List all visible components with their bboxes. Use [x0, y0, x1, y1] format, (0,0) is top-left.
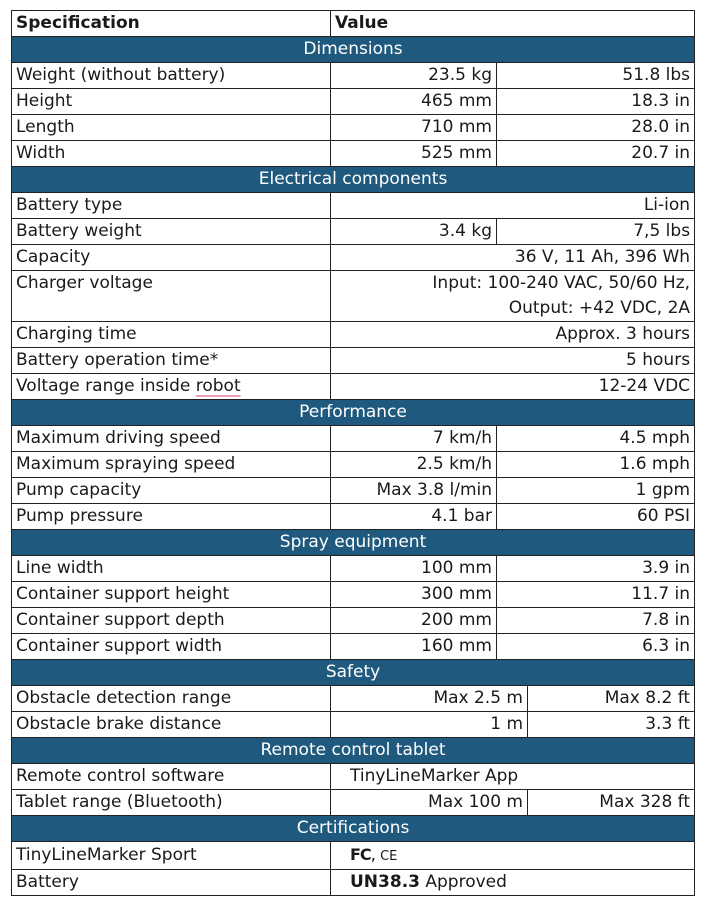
- row-label: Length: [12, 115, 331, 141]
- table-row: [12, 141, 695, 167]
- row-imperial-value: 6.3 in: [497, 634, 695, 660]
- row-imperial-value: 28.0 in: [497, 115, 695, 141]
- table-row: [12, 426, 695, 452]
- table-row: [12, 115, 695, 141]
- table-row: [12, 193, 695, 219]
- row-label: Pump pressure: [12, 504, 331, 530]
- charger-input-line: Input: 100-240 VAC, 50/60 Hz,: [432, 273, 691, 293]
- row-metric-value: Max 100 m: [331, 790, 528, 816]
- row-label: Charger voltage: [12, 271, 331, 322]
- header-value: Value: [331, 11, 695, 37]
- section-performance: [12, 400, 695, 426]
- row-label: TinyLineMarker Sport: [12, 842, 331, 870]
- section-electrical: [12, 167, 695, 193]
- row-imperial-value: 18.3 in: [497, 89, 695, 115]
- row-metric-value: Max 2.5 m: [331, 686, 528, 712]
- row-imperial-value: Max 328 ft: [528, 790, 695, 816]
- row-label: Battery weight: [12, 219, 331, 245]
- row-label: Height: [12, 89, 331, 115]
- row-imperial-value: 1 gpm: [497, 478, 695, 504]
- table-row: [12, 245, 695, 271]
- section-remote-control-tablet: [12, 738, 695, 764]
- row-metric-value: 4.1 bar: [331, 504, 497, 530]
- row-value: Li-ion: [331, 193, 695, 219]
- table-row: [12, 842, 695, 870]
- row-label: Battery operation time*: [12, 348, 331, 374]
- table-row: [12, 89, 695, 115]
- voltage-label-text: Voltage range inside: [16, 376, 196, 396]
- table-row: [12, 634, 695, 660]
- row-label: Maximum spraying speed: [12, 452, 331, 478]
- row-label: Capacity: [12, 245, 331, 271]
- ce-mark-icon: CE: [380, 849, 398, 864]
- fcc-logo-icon: FC: [350, 845, 371, 864]
- row-label: Remote control software: [12, 764, 331, 790]
- table-row: [12, 556, 695, 582]
- row-metric-value: 100 mm: [331, 556, 497, 582]
- row-label: Obstacle brake distance: [12, 712, 331, 738]
- table-row: [12, 348, 695, 374]
- table-row: [12, 374, 695, 400]
- section-title: Safety: [12, 660, 695, 686]
- row-metric-value: 1 m: [331, 712, 528, 738]
- row-imperial-value: 20.7 in: [497, 141, 695, 167]
- certification-code: UN38.3: [350, 872, 420, 892]
- row-imperial-value: 51.8 lbs: [497, 63, 695, 89]
- row-imperial-value: Max 8.2 ft: [528, 686, 695, 712]
- row-metric-value: 7 km/h: [331, 426, 497, 452]
- row-value: 36 V, 11 Ah, 396 Wh: [331, 245, 695, 271]
- table-row: [12, 712, 695, 738]
- row-metric-value: 465 mm: [331, 89, 497, 115]
- table-row: [12, 764, 695, 790]
- specification-table: [11, 10, 695, 896]
- table-row: [12, 686, 695, 712]
- table-row: [12, 63, 695, 89]
- row-imperial-value: 11.7 in: [497, 582, 695, 608]
- section-title: Remote control tablet: [12, 738, 695, 764]
- row-label: Pump capacity: [12, 478, 331, 504]
- table-row: [12, 790, 695, 816]
- spellcheck-underlined-word: robot: [195, 376, 241, 396]
- section-title: Electrical components: [12, 167, 695, 193]
- row-imperial-value: 7.8 in: [497, 608, 695, 634]
- row-value: [331, 842, 695, 870]
- row-label: Container support depth: [12, 608, 331, 634]
- row-metric-value: 525 mm: [331, 141, 497, 167]
- row-label: Battery: [12, 870, 331, 896]
- row-label: Width: [12, 141, 331, 167]
- table-header: [12, 11, 695, 37]
- table-row: [12, 219, 695, 245]
- table-row: [12, 504, 695, 530]
- row-label: Line width: [12, 556, 331, 582]
- section-safety: [12, 660, 695, 686]
- row-metric-value: 23.5 kg: [331, 63, 497, 89]
- section-spray-equipment: [12, 530, 695, 556]
- charger-output-line: Output: +42 VDC, 2A: [508, 298, 691, 318]
- section-dimensions: [12, 37, 695, 63]
- row-value: 12-24 VDC: [331, 374, 695, 400]
- row-label: Container support height: [12, 582, 331, 608]
- row-label: Tablet range (Bluetooth): [12, 790, 331, 816]
- row-metric-value: 710 mm: [331, 115, 497, 141]
- row-value: Approx. 3 hours: [331, 322, 695, 348]
- row-value: 5 hours: [331, 348, 695, 374]
- table-row: [12, 608, 695, 634]
- row-imperial-value: 1.6 mph: [497, 452, 695, 478]
- section-title: Spray equipment: [12, 530, 695, 556]
- row-label: Weight (without battery): [12, 63, 331, 89]
- row-imperial-value: 3.3 ft: [528, 712, 695, 738]
- logo-separator: ,: [370, 845, 377, 865]
- section-certifications: [12, 816, 695, 842]
- row-value: [331, 271, 695, 322]
- row-metric-value: 160 mm: [331, 634, 497, 660]
- table-row: [12, 271, 695, 322]
- row-label: Obstacle detection range: [12, 686, 331, 712]
- header-specification: Specification: [12, 11, 331, 37]
- row-label: Maximum driving speed: [12, 426, 331, 452]
- row-value: [331, 870, 695, 896]
- table-row: [12, 478, 695, 504]
- section-title: Performance: [12, 400, 695, 426]
- row-label: Charging time: [12, 322, 331, 348]
- row-imperial-value: 4.5 mph: [497, 426, 695, 452]
- row-imperial-value: 7,5 lbs: [497, 219, 695, 245]
- row-metric-value: 200 mm: [331, 608, 497, 634]
- table-row: [12, 582, 695, 608]
- row-metric-value: Max 3.8 l/min: [331, 478, 497, 504]
- table-row: [12, 870, 695, 896]
- table-row: [12, 452, 695, 478]
- row-imperial-value: 3.9 in: [497, 556, 695, 582]
- section-title: Certifications: [12, 816, 695, 842]
- row-metric-value: 300 mm: [331, 582, 497, 608]
- row-value: TinyLineMarker App: [331, 764, 695, 790]
- row-metric-value: 2.5 km/h: [331, 452, 497, 478]
- table-row: [12, 322, 695, 348]
- row-label: Battery type: [12, 193, 331, 219]
- row-metric-value: 3.4 kg: [331, 219, 497, 245]
- section-title: Dimensions: [12, 37, 695, 63]
- row-label: [12, 374, 331, 400]
- certification-status: Approved: [419, 872, 507, 892]
- row-imperial-value: 60 PSI: [497, 504, 695, 530]
- row-label: Container support width: [12, 634, 331, 660]
